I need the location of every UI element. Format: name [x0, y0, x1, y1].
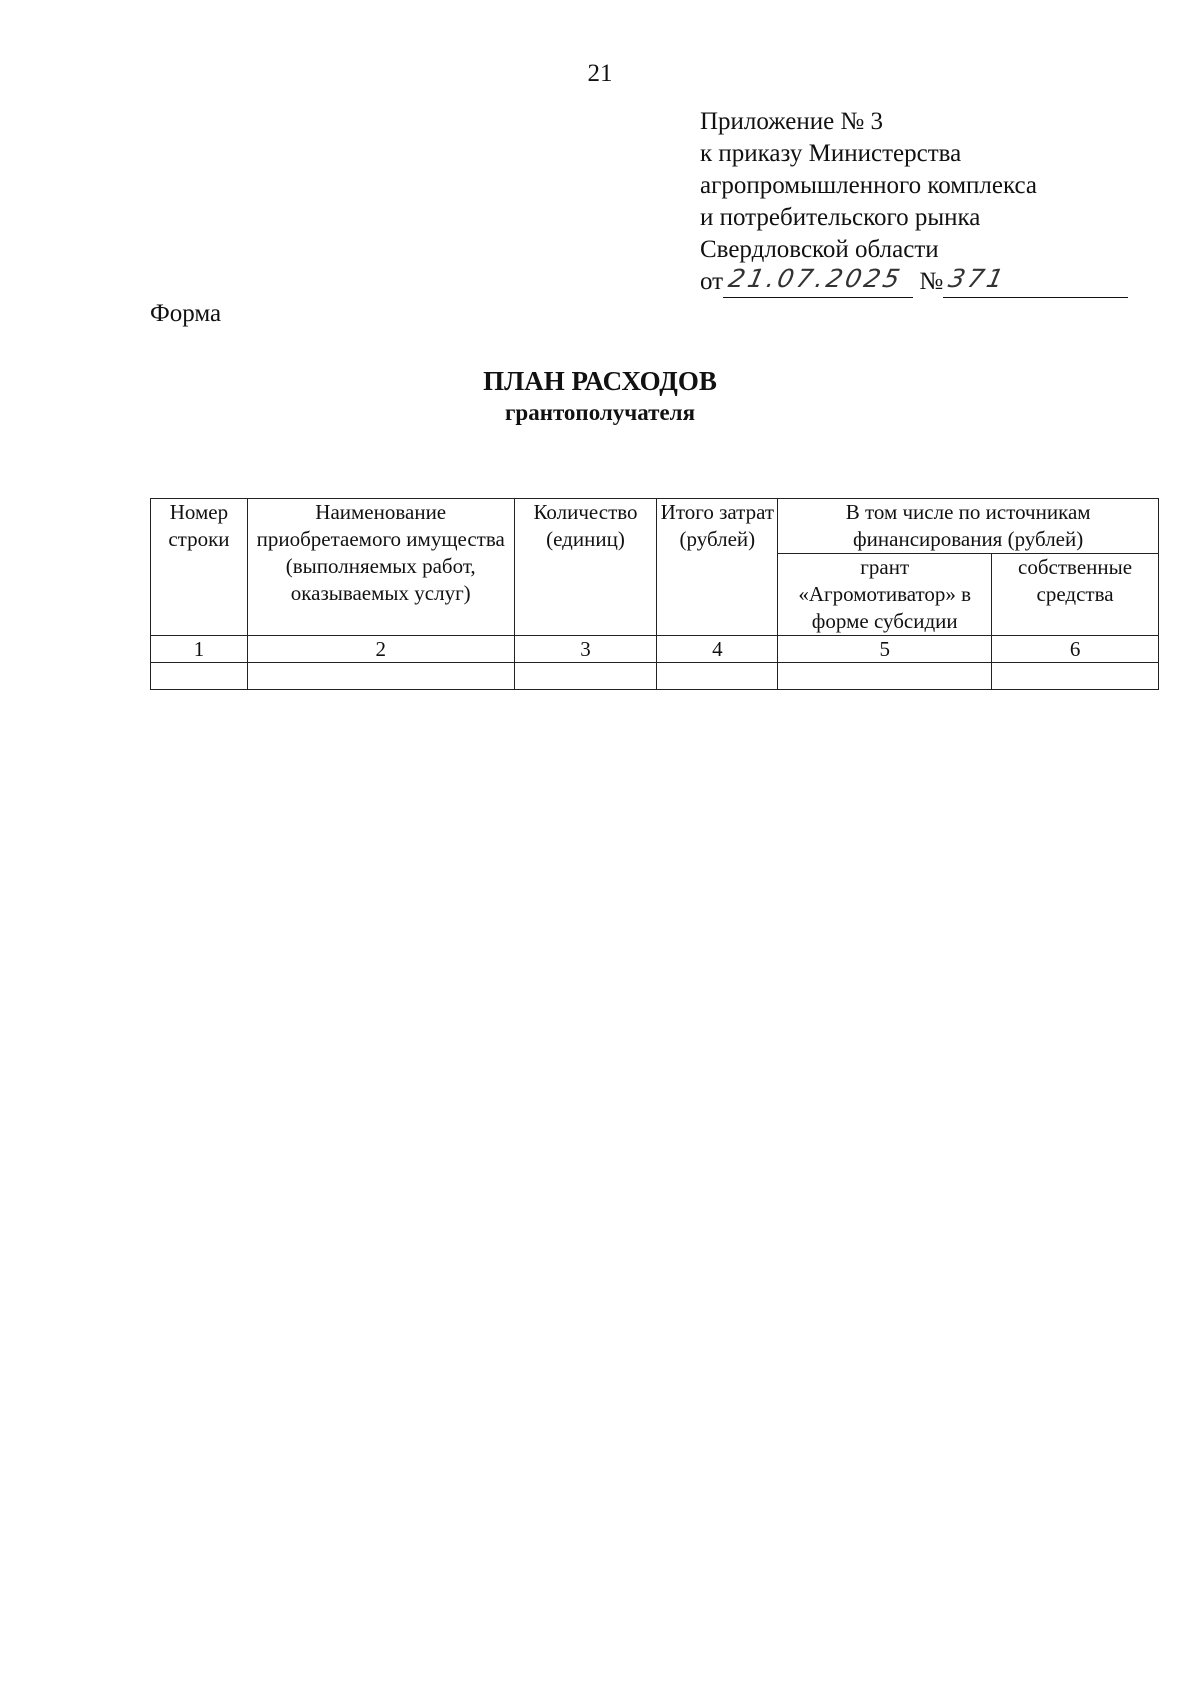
document-title: ПЛАН РАСХОДОВ: [483, 366, 717, 396]
header-row: [151, 499, 1159, 554]
header-own-funds: собственные средства: [992, 554, 1159, 636]
header-quantity: Количество (единиц): [514, 499, 657, 636]
header-item-name: Наименование приобретаемого имущества (выполняемых работ, оказываемых услуг): [247, 499, 514, 636]
appendix-line: к приказу Министерства: [700, 140, 962, 167]
header-grant: грант «Агромотиватор» в форме субсидии: [778, 554, 992, 636]
order-date-number-line: [700, 266, 1128, 298]
table-cell: [992, 663, 1159, 690]
number-field: [943, 264, 1128, 298]
table-cell: [151, 663, 248, 690]
column-number: 3: [514, 636, 657, 663]
table-cell: [247, 663, 514, 690]
number-prefix: №: [919, 268, 944, 295]
page-number: 21: [587, 60, 613, 87]
expense-plan-table: [150, 498, 1159, 690]
form-label: Форма: [150, 300, 222, 327]
column-number: 5: [778, 636, 992, 663]
handwritten-date: 21.07.2025: [726, 264, 906, 293]
appendix-line: Приложение № 3: [700, 108, 884, 135]
column-number: 2: [247, 636, 514, 663]
table-row: [151, 663, 1159, 690]
header-total-cost: Итого затрат (рублей): [657, 499, 778, 636]
table-cell: [514, 663, 657, 690]
table-cell: [657, 663, 778, 690]
handwritten-number: 371: [946, 264, 1010, 293]
document-subtitle: грантополучателя: [504, 400, 696, 425]
appendix-line: Свердловской области: [700, 236, 939, 263]
header-row-number: Номер строки: [151, 499, 248, 636]
header-funding-sources: В том числе по источникам финансирования (рублей): [778, 499, 1159, 554]
column-number-row: [151, 636, 1159, 663]
column-number: 1: [151, 636, 248, 663]
appendix-block: [700, 106, 1128, 298]
table-cell: [778, 663, 992, 690]
appendix-line: и потребительского рынка: [700, 204, 981, 231]
appendix-line: агропромышленного комплекса: [700, 172, 1038, 199]
date-prefix: от: [700, 268, 724, 295]
column-number: 4: [657, 636, 778, 663]
date-field: [723, 264, 913, 298]
column-number: 6: [992, 636, 1159, 663]
